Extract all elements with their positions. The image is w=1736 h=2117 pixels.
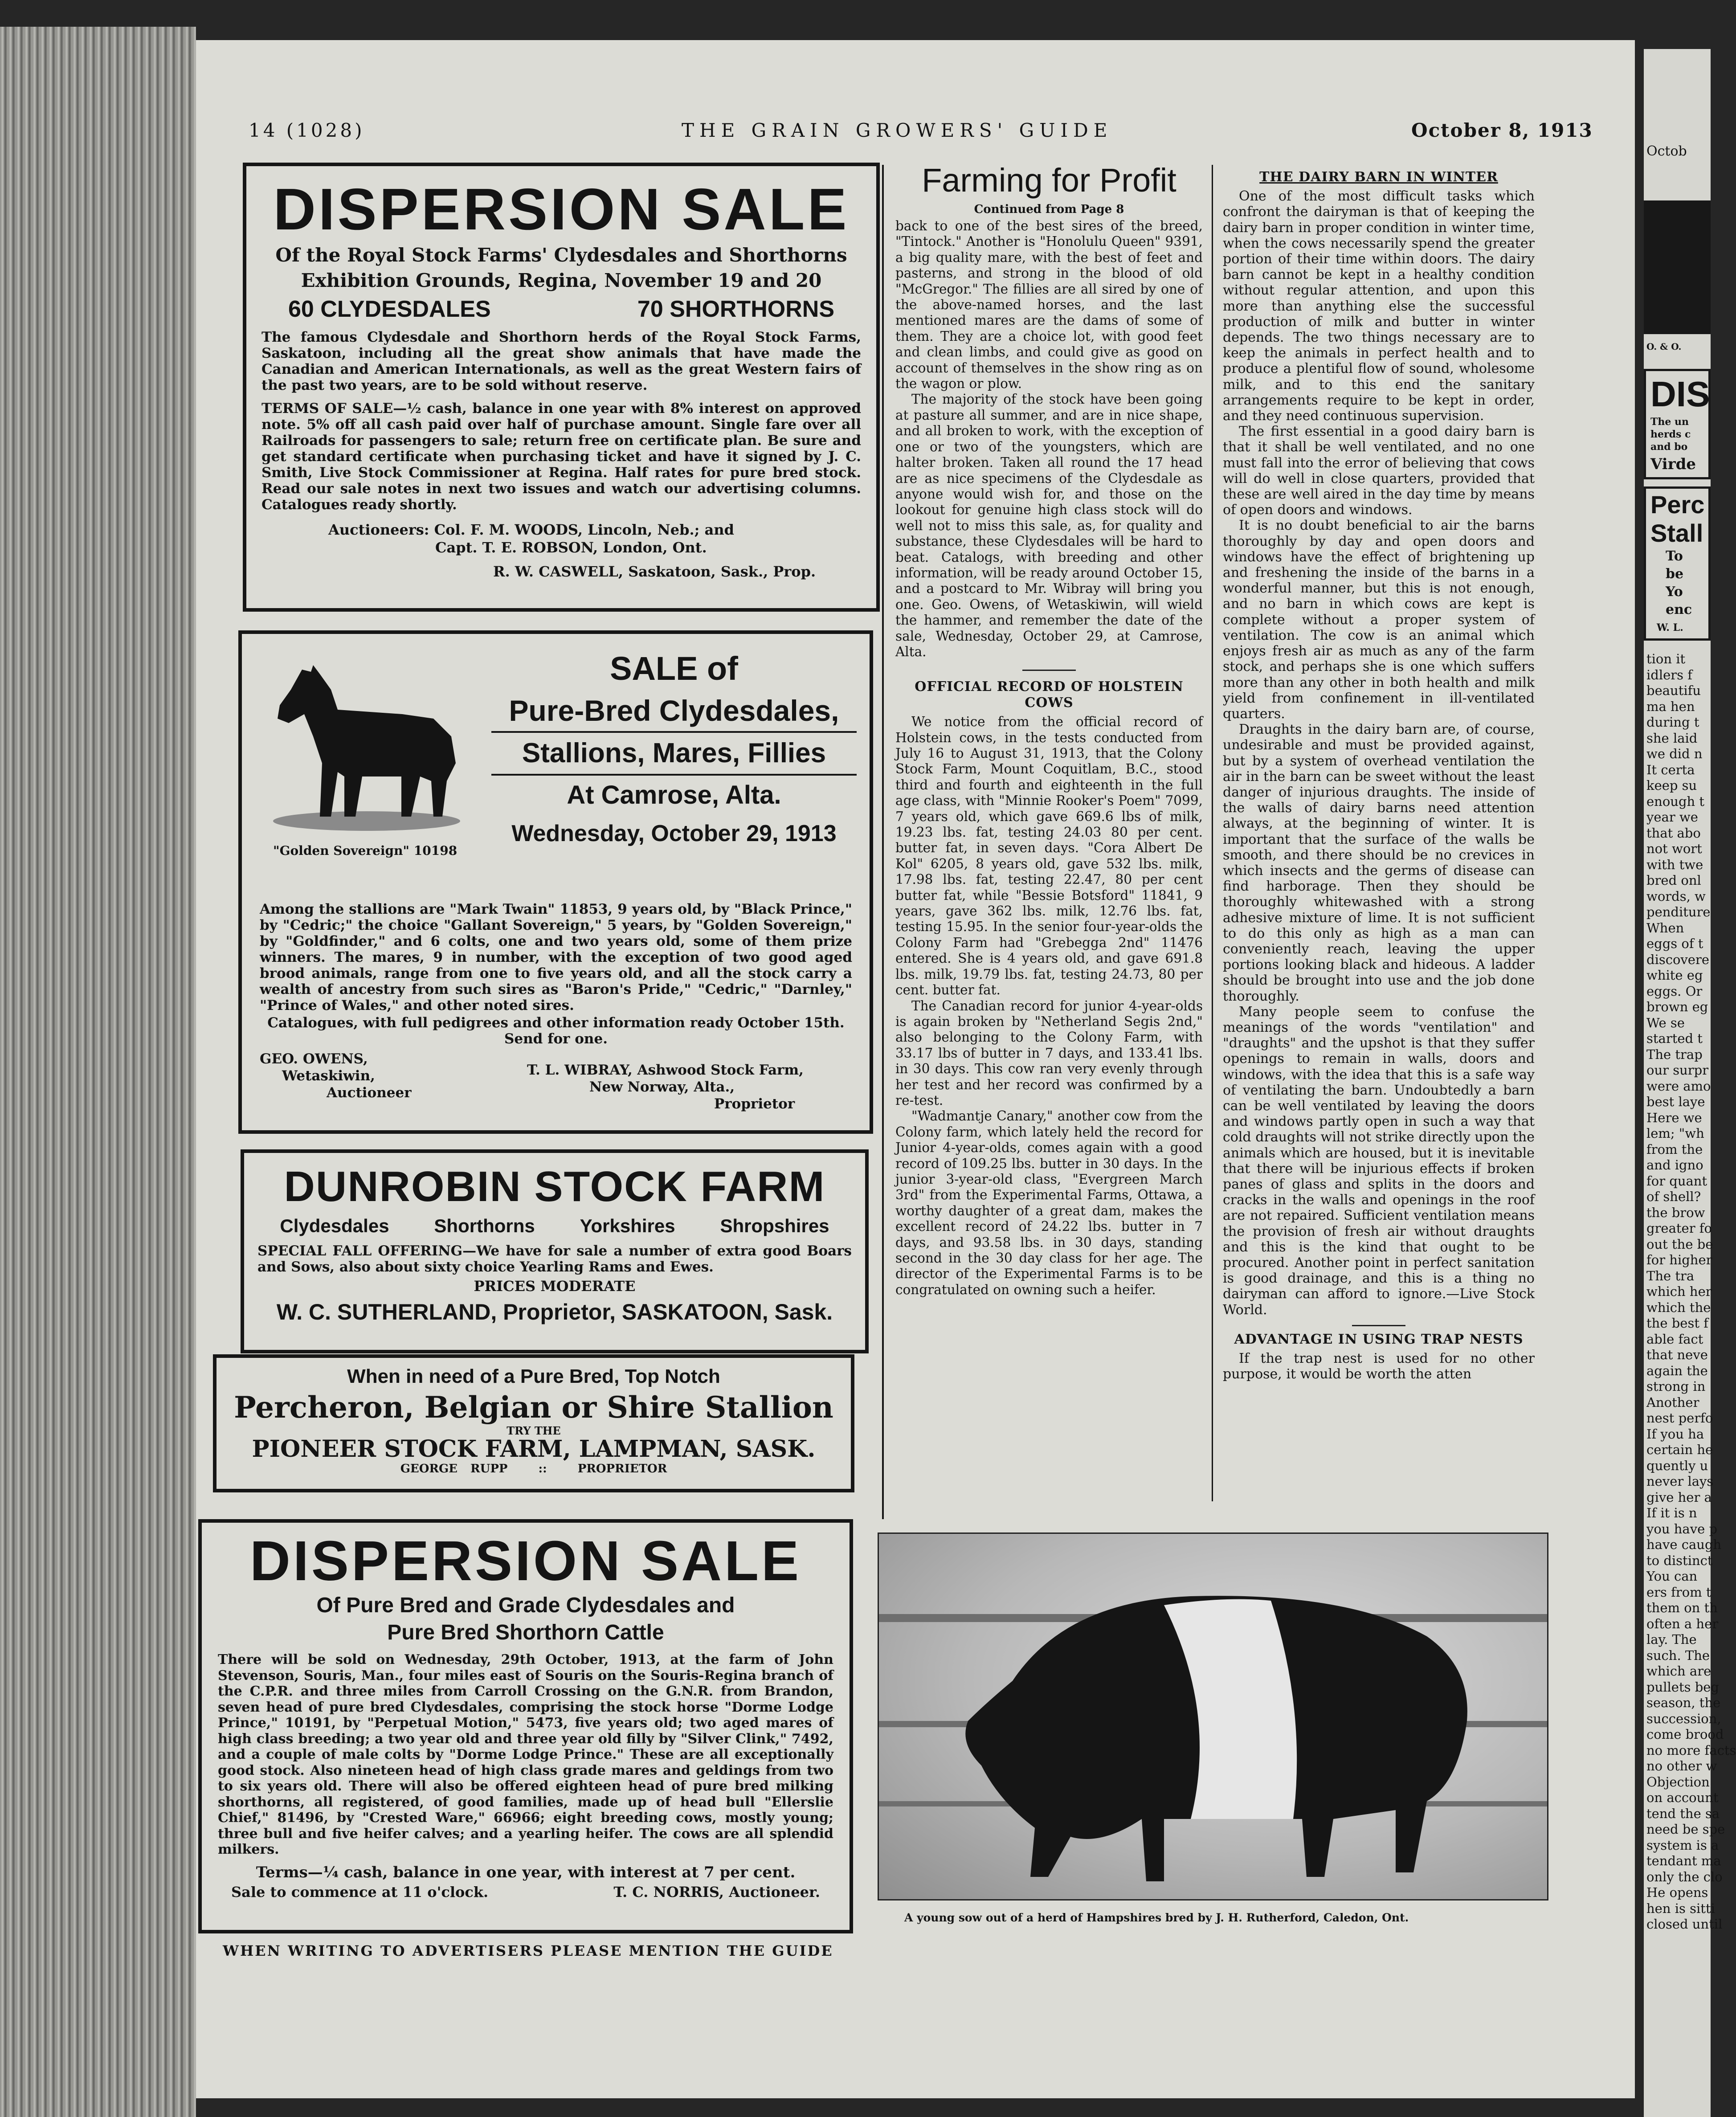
fragment-column-line: which the	[1646, 1300, 1711, 1315]
fragment-column-line: system is a	[1646, 1837, 1719, 1853]
farming-paragraph-2: The majority of the stock have been going at pasture all summer, and are in nice shape, and all broken to work, with the exception of one or two of the youngsters, which are halter broken. Taken all round the 17 head are as nice specimens of the Clydesdale as anyone would wish for, and those on the lookout for genuine high class stock will do well not to miss this sale, as, for quality and substance, these Clydesdales will be hard to beat. Catalogs, with breeding and other information, will be ready around October 15, and a postcard to Mr. Wibray will bring you one. Geo. Owens, of Wetaskiwin, will wield the hammer, and remember the date of the sale, Wednesday, October 29, at Camrose, Alta.	[895, 392, 1203, 659]
fragment-column-line: which are	[1646, 1663, 1711, 1679]
dairy-paragraph-2: The first essential in a good dairy barn is that it shall be well ventilated, and no one must fall into the error of believing that cows will do well in close quarters, provided that these are well aired in the day time by means of open doors and windows.	[1223, 424, 1535, 518]
fragment-column-line: white eg	[1646, 968, 1703, 983]
fragment-text: O. & O.	[1646, 341, 1682, 352]
ad-sale-date: Wednesday, October 29, 1913	[511, 821, 837, 846]
fragment-column-line: again the	[1646, 1363, 1708, 1378]
auctioneer-name: GEO. OWENS,	[260, 1051, 368, 1067]
ad-dispersion-sale-royal	[243, 163, 880, 612]
terms-of-sale: TERMS OF SALE—½ cash, balance in one year with 8% interest on approved note. 5% off all cash paid over half of purchase amount. Single fare over all Railroads for passengers to sale; return free on certificate plan. Be sure and get standard certificate when purchasing ticket and have it signed by J. C. Smith, Live Stock Commissioner at Regina. Half rates for pure bred stock. Read our sale notes in next two issues and watch our advertising columns. Catalogues ready shortly.	[261, 401, 861, 513]
fragment-column-line: penditure	[1646, 904, 1711, 920]
ad-body: Among the stallions are "Mark Twain" 11853, 9 years old, by "Black Prince," by "Cedric;" the choice "Gallant Sovereign," 5 years, by "Golden Sovereign," by "Goldfinder," and 6 colts, one and two years old, some of them prize winners. The mares, 9 in number, with the exception of two good aged brood animals, range from one to five years old, and all the stock carry a wealth of ancestry from such sires as "Baron's Pride," "Cedric," "Darnley," "Prince of Wales," and other noted sires.	[260, 901, 852, 1014]
ad-title-location: At Camrose, Alta.	[567, 781, 781, 809]
fragment-column-line: that neve	[1646, 1347, 1708, 1362]
proprietor-line: R. W. CASWELL, Saskatoon, Sask., Prop.	[493, 563, 816, 580]
section-divider	[1022, 670, 1076, 671]
auctioneers-line-1: Auctioneers: Col. F. M. WOODS, Lincoln, Neb.; and	[328, 521, 734, 538]
fragment-column-line: with twe	[1646, 857, 1703, 872]
fragment-column-line: We se	[1646, 1015, 1685, 1030]
fragment-column-line: nest perfo	[1646, 1410, 1713, 1426]
fragment-column-line: from the	[1646, 1141, 1703, 1157]
fragment-column-line: hen is sitti	[1646, 1900, 1715, 1916]
fragment-column-line: the best f	[1646, 1316, 1708, 1331]
fragment-text: W. L.	[1657, 622, 1683, 633]
ad-intro: When in need of a Pure Bred, Top Notch	[347, 1365, 720, 1387]
terms-line: Terms—¼ cash, balance in one year, with interest at 7 per cent.	[256, 1863, 796, 1881]
auctioneer-place: Wetaskiwin,	[282, 1068, 375, 1084]
fragment-column-line: for higher	[1646, 1252, 1712, 1267]
fragment-column-line: idlers f	[1646, 667, 1692, 683]
fragment-column-line: them on th	[1646, 1600, 1718, 1615]
dairy-paragraph-5: Many people seem to confuse the meanings of the words "ventilation" and "draughts" and the upshot is that they suffer openings to remain in walls, doors and windows, with the idea that this is a safe way of ventilating the barn. Undoubtedly a barn can be well ventilated by leaving the doors and windows partly open in such a way that cold draughts will not strike directly upon the animals which are housed, but it is inevitable that there will be injurious effects if broken panes of glass and splits in the doors and cracks in the walls and openings in the roof are not repaired. Sufficient ventilation means the provision of fresh air without draughts and this is the kind that ought to be procured. Another point in perfect sanitation is good drainage, and this is a thing no dairyman can afford to ignore.—Live Stock World.	[1223, 1004, 1535, 1318]
fragment-column-line: Here we	[1646, 1110, 1702, 1125]
breed-shorthorns: Shorthorns	[434, 1215, 535, 1236]
owner-name: GEORGE RUPP	[400, 1462, 508, 1475]
article-column-middle	[895, 160, 1203, 1298]
section-divider	[1352, 1325, 1405, 1326]
continued-note: Continued from Page 8	[974, 203, 1124, 216]
fragment-column-line: ma hen	[1646, 699, 1695, 714]
fragment-text: Virde	[1650, 455, 1696, 473]
fragment-column-line: you have p	[1646, 1521, 1718, 1537]
fragment-text: DIS	[1650, 374, 1710, 414]
fragment-column-line: brown eg	[1646, 999, 1708, 1014]
holstein-paragraph-3: "Wadmantje Canary," another cow from the Colony farm, which lately held the record for Junior 4-year-olds, comes again with a good record of 109.25 lbs. butter in 30 days. In the junior 3-year-old class, "Evergreen March 3rd" from the Experimental Farms, Ottawa, a worthy daughter of a great dam, makes the excellent record of 24.22 lbs. butter in 7 days, and 93.58 lbs. in 30 days, standing second in the 30 day class for her age. The director of the Experimental Farms is to be congratulated on owning such a heifer.	[895, 1108, 1203, 1297]
fragment-column-line: to distinct	[1646, 1553, 1713, 1568]
fragment-column-line: our surpr	[1646, 1063, 1709, 1078]
fragment-column-line: which her	[1646, 1284, 1712, 1299]
fragment-column-line: eggs. Or	[1646, 983, 1703, 999]
fragment-text: Perc	[1650, 490, 1705, 519]
fragment-column-line: greater fo	[1646, 1221, 1712, 1236]
fragment-column-line: You can	[1646, 1569, 1698, 1584]
newspaper-title: THE GRAIN GROWERS' GUIDE	[682, 119, 1113, 141]
ad-body: The famous Clydesdale and Shorthorn herds of the Royal Stock Farms, Saskatoon, including all the great show animals that have made the Canadian and American Internationals, as well as the great Western fairs of the past two years, are to be sold without reserve.	[261, 329, 861, 393]
fragment-text: herds c	[1650, 429, 1691, 440]
issue-date: October 8, 1913	[1411, 119, 1593, 141]
fragment-column-line: such. The	[1646, 1647, 1710, 1663]
fragment-text: Stall	[1650, 519, 1703, 547]
fragment-column-line: tion it	[1646, 651, 1686, 666]
fragment-column-line: not wort	[1646, 841, 1702, 856]
breed-yorkshires: Yorkshires	[580, 1215, 675, 1236]
fragment-column-line: He opens	[1646, 1885, 1708, 1900]
fragment-column-line: If it is n	[1646, 1505, 1697, 1520]
adjacent-page-fragment	[1644, 49, 1736, 2117]
sow-figure	[879, 1534, 1547, 1899]
fragment-column-line: able fact	[1646, 1331, 1703, 1347]
book-page-edges	[0, 27, 196, 2117]
fragment-column-line: ers from t	[1646, 1584, 1711, 1600]
footer-notice: WHEN WRITING TO ADVERTISERS PLEASE MENTION THE GUIDE	[223, 1942, 833, 1959]
ad-title-stallions: Stallions, Mares, Fillies	[491, 731, 857, 776]
fragment-column-line: The trap	[1646, 1046, 1703, 1062]
hampshire-sow-photo	[878, 1533, 1548, 1900]
holstein-paragraph-1: We notice from the official record of Holstein cows, in the tests conducted from July 16 to August 31, 1913, that the Colony Stock Farm, Mount Coquitlam, B.C., stood third and fourth and eighteenth in the full age class, with "Minnie Rooker's Poem" 7099, 7 years old, which gave 669.6 lbs of milk, 19.23 lbs. fat, testing 24.03 80 per cent. butter fat, in seven days. "Cora Albert De Kol" 6205, 8 years old, gave 532 lbs. milk, 17.98 lbs. fat, testing 22.47, 80 per cent butter fat, while "Bessie Botsford" 11841, 9 years, gave 362 lbs. milk, 12.76 lbs. fat, testing 15.95. In the senior four-year-olds the Colony Farm had "Grebegga 2nd" 11476 entered. She is 4 years old, and gave 691.8 lbs. milk, 19.79 lbs. fat, testing 24.73, 80 per cent. butter fat.	[895, 714, 1203, 998]
fragment-text: enc	[1666, 602, 1692, 617]
farming-paragraph-1: back to one of the best sires of the breed, "Tintock." Another is "Honolulu Queen" 9391, a big quality mare, with the best of feet and pasterns, and strong in the blood of old "McGregor." The fillies are all sired by one of the above-named horses, and the last mentioned mares are the dams of some of them. They are a choice lot, with good feet and clean limbs, and could give as good on account of themselves in the show ring as on the wagon or plow.	[895, 218, 1203, 392]
fragment-column-line: come brood	[1646, 1727, 1724, 1742]
fragment-column-line: give her a	[1646, 1489, 1712, 1505]
article-column-right	[1223, 169, 1535, 1382]
ad-dunrobin-stock-farm	[241, 1149, 869, 1353]
fragment-column-line: succession,	[1646, 1711, 1721, 1726]
fragment-column-line: closed until	[1646, 1917, 1723, 1932]
photo-caption: A young sow out of a herd of Hampshires bred by J. H. Rutherford, Caledon, Ont.	[904, 1911, 1409, 1924]
fragment-text: and bo	[1650, 441, 1688, 453]
clydesdale-count: 60 CLYDESDALES	[288, 296, 491, 322]
fragment-column-line: eggs of t	[1646, 936, 1703, 951]
article-title-dairy: THE DAIRY BARN IN WINTER	[1259, 169, 1498, 185]
fragment-column-line: out the be	[1646, 1236, 1713, 1252]
ad-title-pure-bred: Pure-Bred Clydesdales,	[509, 694, 839, 727]
breed-shropshires: Shropshires	[720, 1215, 829, 1236]
auctioneer-role: Auctioneer	[327, 1085, 412, 1101]
fragment-column-line: season, the	[1646, 1695, 1721, 1710]
fragment-column-line: no other w	[1646, 1758, 1717, 1774]
fragment-column-line: It certa	[1646, 762, 1695, 777]
fragment-column-line: often a her	[1646, 1616, 1719, 1631]
ad-body: There will be sold on Wednesday, 29th October, 1913, at the farm of John Stevenson, Souris, Man., four miles east of Souris on the Souris-Regina branch of the C.P.R. and three miles from Carroll Crossing on the G.N.R. from Brandon, seven head of pure bred Clydesdales, comprising the stock horse "Dorme Lodge Prince," 10191, by "Perpetual Motion," 5473, five years old; two aged mares of high class breeding; a two year old and three year old filly by "Silver Clink," 7492, and a couple of male colts by "Dorme Lodge Prince." These are all exceptionally good stock. Also nineteen head of high class grade mares and geldings from two to six years old. There will also be offered eighteen head of pure bred milking shorthorns, all registered, of good families, made up of head bull "Ellerslie Chief," 81496, by "Crested Ware," 66966; eight breeding cows, mostly young; three bull and five heifer calves; and a yearling heifer. The cows are all splendid milkers.	[218, 1652, 833, 1857]
proprietor-role: Proprietor	[714, 1096, 795, 1112]
fragment-column-line: of shell?	[1646, 1189, 1701, 1204]
fragment-column-line: she laid	[1646, 730, 1698, 746]
fragment-column-line: best laye	[1646, 1094, 1705, 1109]
ad-location: Exhibition Grounds, Regina, November 19 and 20	[301, 270, 822, 291]
dairy-paragraph-1: One of the most difficult tasks which confront the dairyman is that of keeping the dairy barn in proper condition in winter time, when the cows necessarily spend the greater portion of their time within doors. The dairy barn cannot be kept in a healthy condition without regular attention, and upon this more than anything else the successful production of milk and butter in winter depends. The two things necessary are to keep the animals in perfect health and to produce a plentiful flow of sound, wholesome milk, and to this end the sanitary arrangements require to be kept in order, and they need continuous supervision.	[1223, 188, 1535, 424]
fragment-column-line: discovere	[1646, 952, 1709, 967]
ad-camrose-clydesdales	[238, 630, 873, 1134]
ad-subtitle-1: Of Pure Bred and Grade Clydesdales and	[316, 1594, 735, 1617]
fragment-date: Octob	[1646, 143, 1687, 159]
article-title-trap-nests: ADVANTAGE IN USING TRAP NESTS	[1234, 1331, 1524, 1347]
fragment-column-line: during t	[1646, 715, 1699, 730]
fragment-column-line: on account	[1646, 1790, 1719, 1805]
owner-role: PROPRIETOR	[577, 1462, 667, 1475]
ad-title: DISPERSION SALE	[249, 1529, 802, 1592]
fragment-column	[1644, 651, 1736, 1933]
catalogue-notice: Catalogues, with full pedigrees and other information ready October 15th. Send for one.	[267, 1015, 845, 1047]
proprietor-place: New Norway, Alta.,	[589, 1079, 735, 1095]
fragment-image	[1644, 200, 1711, 334]
trap-paragraph-1: If the trap nest is used for no other purpose, it would be worth the atten	[1223, 1351, 1535, 1382]
ad-subtitle-2: Pure Bred Shorthorn Cattle	[387, 1621, 664, 1644]
fragment-column-line: Objection	[1646, 1774, 1710, 1790]
fragment-column-line: need be spe	[1646, 1822, 1725, 1837]
fragment-column-line: have caugh	[1646, 1537, 1722, 1552]
separator: ::	[538, 1462, 547, 1475]
fragment-column-line: The tra	[1646, 1268, 1695, 1283]
fragment-column-line: quently u	[1646, 1458, 1708, 1473]
special-offering: SPECIAL FALL OFFERING—We have for sale a number of extra good Boars and Sows, also about sixty choice Yearling Rams and Ewes.	[257, 1243, 852, 1275]
column-rule	[882, 165, 884, 1519]
fragment-column-line: bred onl	[1646, 873, 1701, 888]
fragment-column-line: for quant	[1646, 1173, 1707, 1189]
farm-name: PIONEER STOCK FARM, LAMPMAN, SASK.	[252, 1435, 816, 1463]
prices-note: PRICES MODERATE	[474, 1278, 636, 1295]
fragment-column-line: Another	[1646, 1394, 1699, 1410]
ad-pioneer-stock-farm	[213, 1354, 854, 1492]
fragment-column-line: tend the sa	[1646, 1806, 1720, 1821]
fragment-text: Yo	[1666, 584, 1683, 600]
fragment-column-line: year we	[1646, 809, 1698, 825]
fragment-column-line: started t	[1646, 1031, 1703, 1046]
fragment-column-line: tendant ma	[1646, 1853, 1721, 1868]
dairy-paragraph-4: Draughts in the dairy barn are, of course, undesirable and must be provided against, but by a system of overhead ventilation the air in the barn can be sweet without the least danger of injurious draughts. The inside of the walls of dairy barns need attention always, at the beginning of winter. It is important that the surface of the walls be smooth, and there should be no crevices in which insects and the germs of disease can find harborage. Then they should be thoroughly whitewashed with a strong adhesive mixture of lime. It is not sufficient to do this only as high as a man can conveniently reach, leaving the upper portions looking black and hideous. A ladder should be brought into use and the job done thoroughly.	[1223, 722, 1535, 1004]
horse-illustration	[260, 647, 482, 834]
ad-dispersion-sale-grade	[198, 1519, 853, 1933]
fragment-column-line: beautifu	[1646, 683, 1701, 698]
fragment-column-line: If you ha	[1646, 1426, 1704, 1442]
fragment-column-line: only the clo	[1646, 1869, 1723, 1884]
fragment-column-line: were amo	[1646, 1078, 1711, 1094]
fragment-column-line: words, w	[1646, 888, 1706, 904]
fragment-column-line: lem; "wh	[1646, 1126, 1704, 1141]
column-rule	[1212, 165, 1213, 1501]
holstein-paragraph-2: The Canadian record for junior 4-year-olds is again broken by "Netherland Segis 2nd," also belonging to the Colony Farm, with 33.17 lbs of butter in 7 days, and 133.41 lbs. in 30 days. This cow ran very evenly through her test and her record was confirmed by a re-test.	[895, 998, 1203, 1108]
fragment-column-line: and igno	[1646, 1157, 1703, 1173]
ad-title: DUNROBIN STOCK FARM	[284, 1163, 825, 1210]
fragment-text: To	[1666, 548, 1683, 564]
fragment-column-line: pullets beg	[1646, 1679, 1719, 1695]
try-the: TRY THE	[507, 1424, 561, 1437]
fragment-column-line: keep su	[1646, 778, 1697, 793]
fragment-column-line: When	[1646, 920, 1684, 936]
auctioneer: T. C. NORRIS, Auctioneer.	[613, 1883, 820, 1900]
fragment-text: be	[1666, 566, 1684, 582]
article-title-holstein: OFFICIAL RECORD OF HOLSTEIN COWS	[915, 679, 1184, 711]
page-number: 14 (1028)	[249, 119, 365, 141]
shorthorn-count: 70 SHORTHORNS	[637, 296, 834, 322]
ad-stallion-breeds: Percheron, Belgian or Shire Stallion	[234, 1390, 833, 1425]
fragment-column-line: enough t	[1646, 793, 1705, 809]
fragment-text: The un	[1650, 416, 1689, 428]
fragment-column-line: strong in	[1646, 1379, 1706, 1394]
horse-caption: "Golden Sovereign" 10198	[273, 843, 457, 858]
fragment-column-line: that abo	[1646, 825, 1701, 841]
breed-clydesdales: Clydesdales	[280, 1215, 389, 1236]
auctioneers-line-2: Capt. T. E. ROBSON, London, Ont.	[435, 539, 707, 556]
fragment-column-line: never lays	[1646, 1474, 1714, 1489]
fragment-column-line: lay. The	[1646, 1632, 1697, 1647]
sale-time: Sale to commence at 11 o'clock.	[231, 1883, 489, 1900]
ad-title-sale-of: SALE of	[610, 650, 738, 687]
ad-subtitle: Of the Royal Stock Farms' Clydesdales and Shorthorns	[275, 244, 847, 266]
fragment-column-line: certain he	[1646, 1442, 1713, 1457]
fragment-column-line: we did n	[1646, 746, 1703, 761]
fragment-column-line: no more facts	[1646, 1742, 1736, 1758]
proprietor-name: T. L. WIBRAY, Ashwood Stock Farm,	[527, 1062, 804, 1078]
ad-title: DISPERSION SALE	[273, 176, 850, 242]
dairy-paragraph-3: It is no doubt beneficial to air the barns thoroughly by day and open doors and windows have the effect of brightening up and freshening the inside of the barns in a wonderful manner, but this is not enough, and no barn in which cows are kept is complete without a proper system of ventilation. The cow is an animal which enjoys fresh air as much as any of the farm stock, and perhaps she is one which suffers more than any other in both health and milk yield from confinement in ill-ventilated quarters.	[1223, 518, 1535, 722]
article-title-farming: Farming for Profit	[922, 162, 1176, 199]
proprietor-line: W. C. SUTHERLAND, Proprietor, SASKATOON, Sask.	[276, 1300, 833, 1324]
fragment-column-line: the brow	[1646, 1205, 1705, 1220]
